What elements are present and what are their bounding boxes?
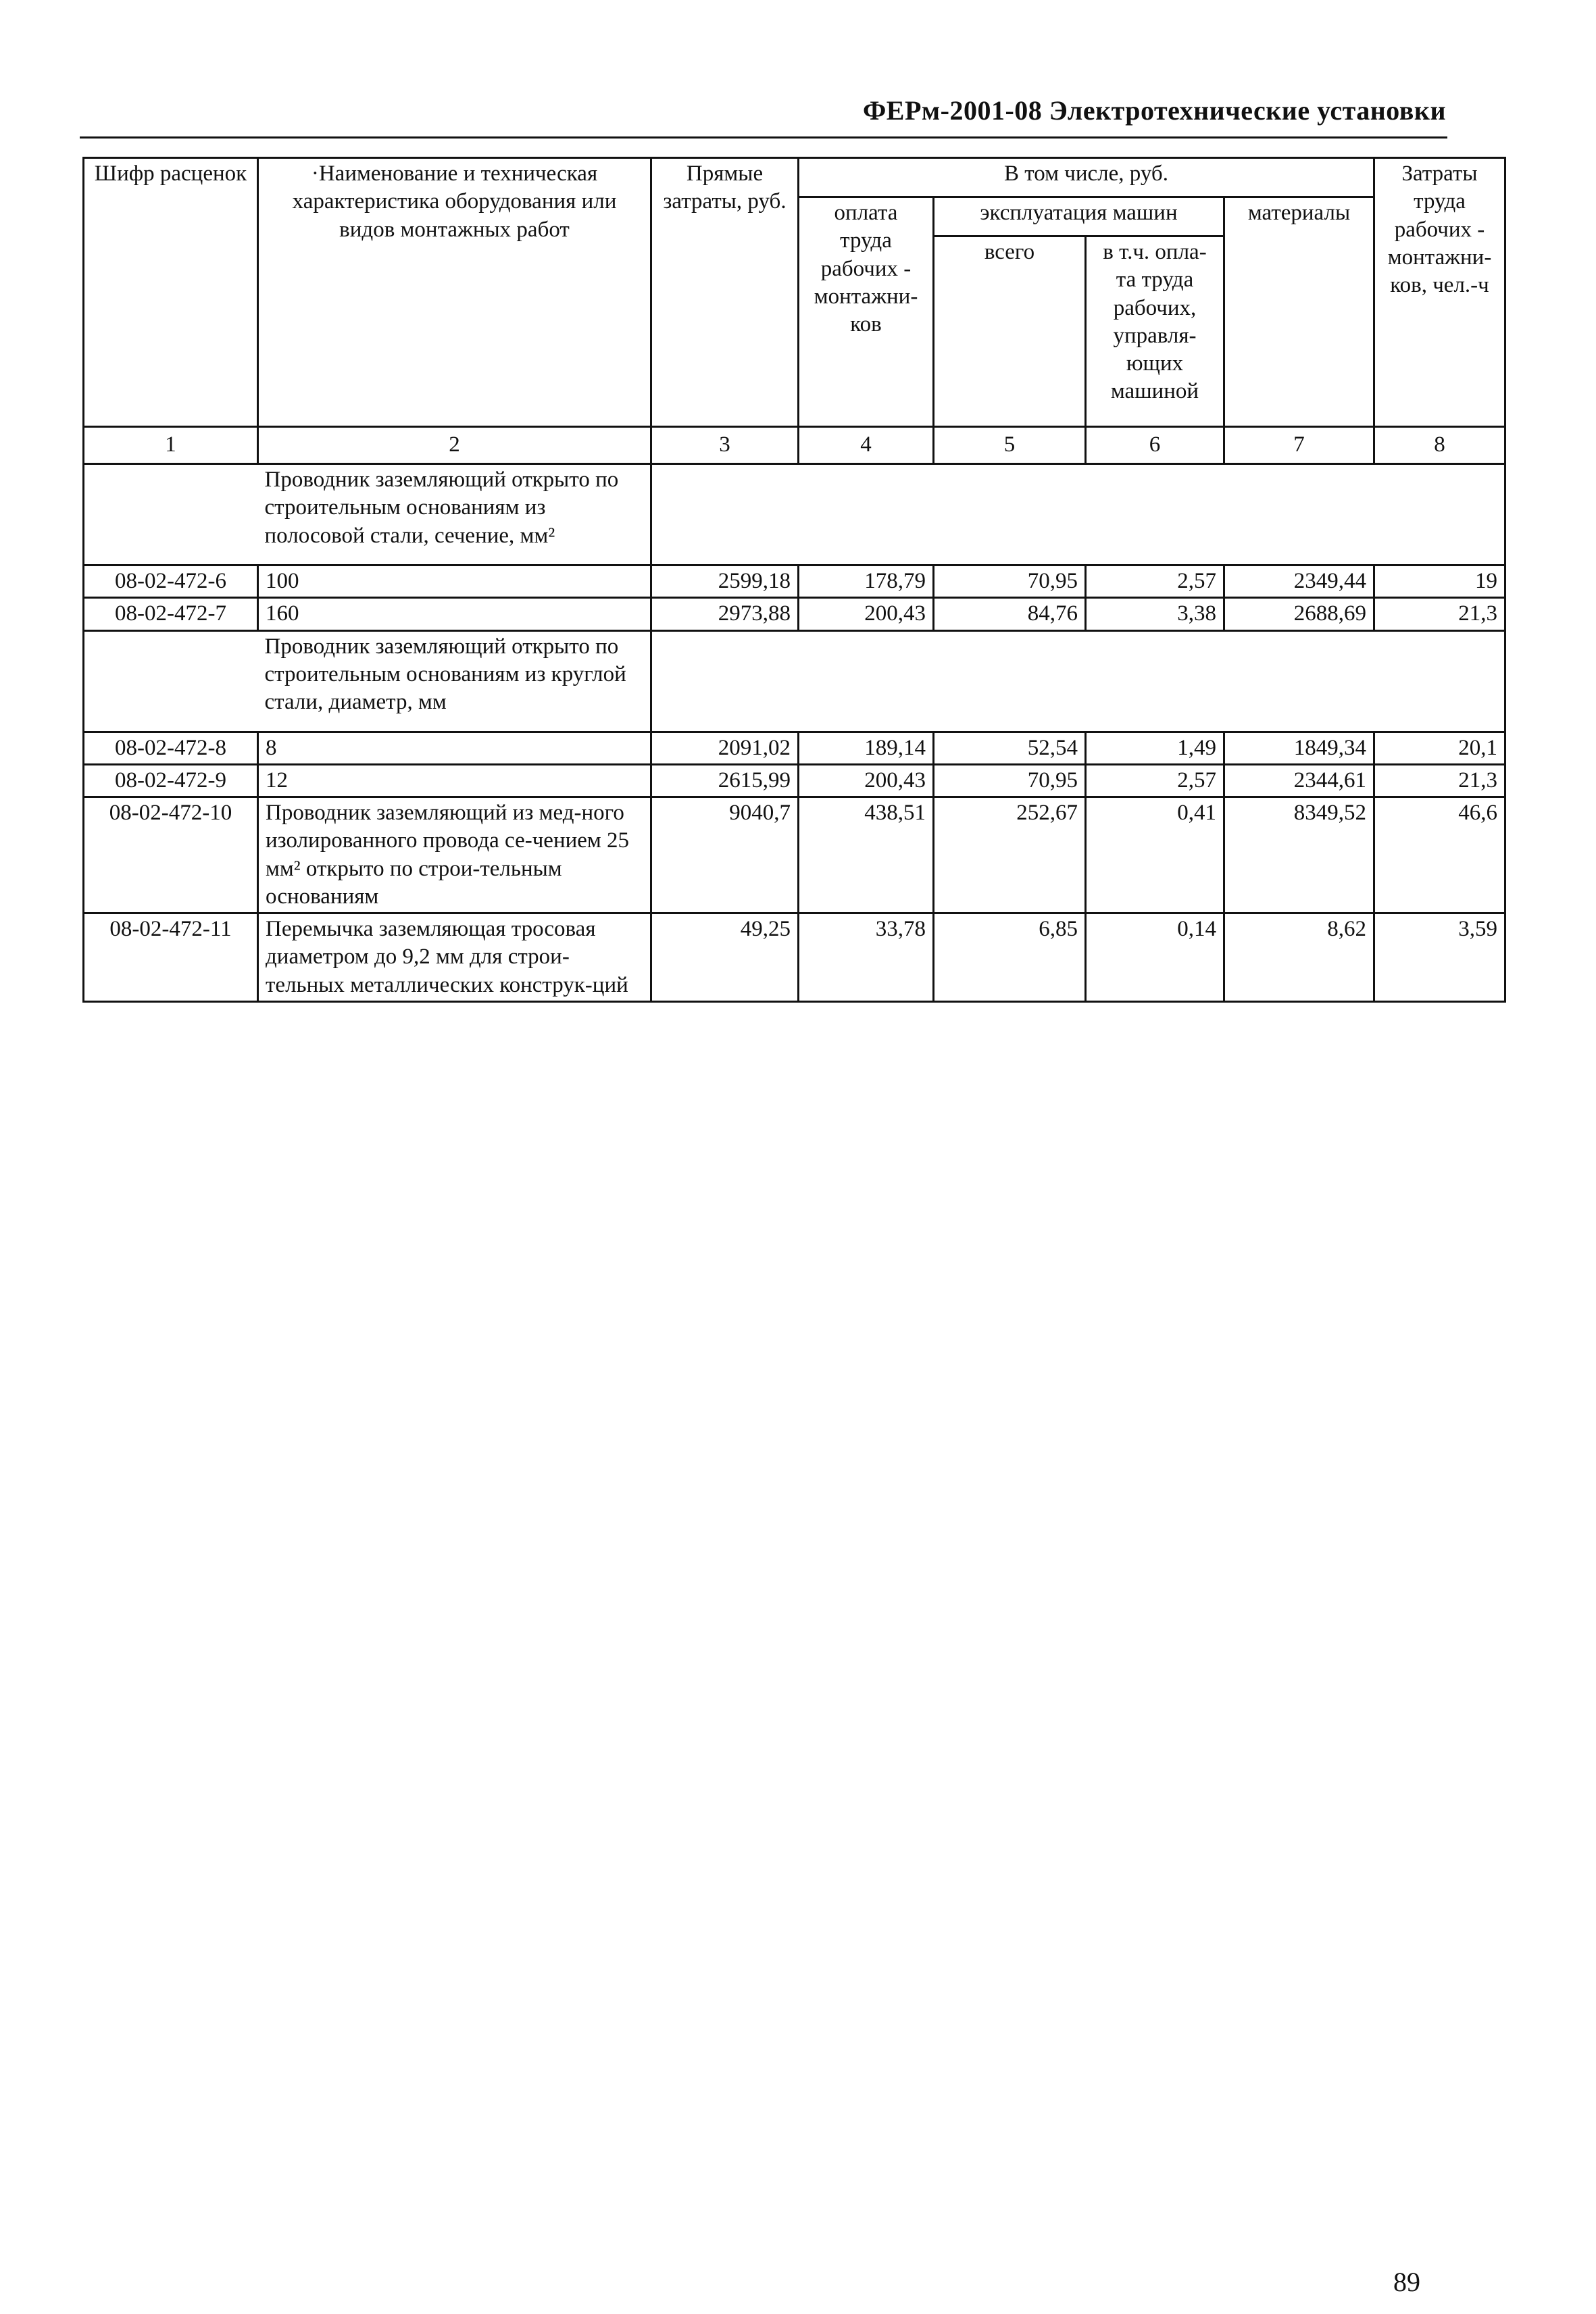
rate-name: Проводник заземляющий из мед-ного изолированного провода се-чением 25 мм² открыто по строи-тельным основаниям <box>258 797 651 913</box>
labor-pay: 438,51 <box>799 797 934 913</box>
labor-pay: 200,43 <box>799 598 934 630</box>
machines-total: 70,95 <box>934 764 1086 797</box>
header-machines-total: всего <box>934 236 1086 427</box>
rate-code: 08-02-472-11 <box>84 913 258 1002</box>
header-machines: эксплуатация машин <box>934 197 1224 236</box>
table-row <box>84 565 1505 598</box>
table-row <box>84 764 1505 797</box>
machines-total: 252,67 <box>934 797 1086 913</box>
column-number: 2 <box>258 427 651 464</box>
machines-total: 70,95 <box>934 565 1086 598</box>
header-including: В том числе, руб. <box>799 158 1374 197</box>
labor-pay: 178,79 <box>799 565 934 598</box>
rate-name: 8 <box>258 732 651 764</box>
rate-code: 08-02-472-6 <box>84 565 258 598</box>
materials: 2349,44 <box>1224 565 1374 598</box>
header-labor-pay: оплата труда рабочих - монтажни-ков <box>799 197 934 427</box>
labor-hours: 46,6 <box>1374 797 1505 913</box>
column-number: 8 <box>1374 427 1505 464</box>
group-title-row <box>84 464 1505 565</box>
column-number: 6 <box>1086 427 1224 464</box>
page-number: 89 <box>1393 2267 1420 2297</box>
materials: 8349,52 <box>1224 797 1374 913</box>
materials: 1849,34 <box>1224 732 1374 764</box>
machines-total: 6,85 <box>934 913 1086 1002</box>
labor-pay: 189,14 <box>799 732 934 764</box>
table-row <box>84 913 1505 1002</box>
column-number: 4 <box>799 427 934 464</box>
labor-pay: 33,78 <box>799 913 934 1002</box>
column-number: 5 <box>934 427 1086 464</box>
materials: 8,62 <box>1224 913 1374 1002</box>
header-materials: материалы <box>1224 197 1374 427</box>
direct-costs: 9040,7 <box>651 797 799 913</box>
column-numbers-row <box>84 427 1505 464</box>
machines-labor: 1,49 <box>1086 732 1224 764</box>
machines-labor: 3,38 <box>1086 598 1224 630</box>
header-machines-labor: в т.ч. опла-та труда рабочих, управля-ющих машиной <box>1086 236 1224 427</box>
machines-total: 84,76 <box>934 598 1086 630</box>
header-rule <box>80 136 1447 139</box>
table-row <box>84 732 1505 764</box>
header-code: Шифр расценок <box>84 158 258 427</box>
column-number: 7 <box>1224 427 1374 464</box>
header-labor-hours: Затраты труда рабочих - монтажни-ков, чел.-ч <box>1374 158 1505 427</box>
page-header-title: ФЕРм-2001-08 Электротехнические установки <box>862 95 1446 126</box>
direct-costs: 2615,99 <box>651 764 799 797</box>
machines-labor: 2,57 <box>1086 764 1224 797</box>
direct-costs: 2973,88 <box>651 598 799 630</box>
group-title-strip-steel: Проводник заземляющий открыто по строительным основаниям из полосовой стали, сечение, мм² <box>258 464 651 565</box>
column-number: 1 <box>84 427 258 464</box>
machines-labor: 0,41 <box>1086 797 1224 913</box>
rates-table <box>82 157 1506 1003</box>
group-title-round-steel: Проводник заземляющий открыто по строительным основаниям из круглой стали, диаметр, мм <box>258 630 651 732</box>
rate-name: 160 <box>258 598 651 630</box>
machines-labor: 0,14 <box>1086 913 1224 1002</box>
table-row <box>84 598 1505 630</box>
column-number: 3 <box>651 427 799 464</box>
direct-costs: 49,25 <box>651 913 799 1002</box>
table-row <box>84 797 1505 913</box>
rate-code: 08-02-472-9 <box>84 764 258 797</box>
labor-hours: 21,3 <box>1374 598 1505 630</box>
rate-code: 08-02-472-10 <box>84 797 258 913</box>
direct-costs: 2599,18 <box>651 565 799 598</box>
materials: 2688,69 <box>1224 598 1374 630</box>
machines-labor: 2,57 <box>1086 565 1224 598</box>
materials: 2344,61 <box>1224 764 1374 797</box>
labor-hours: 21,3 <box>1374 764 1505 797</box>
labor-hours: 20,1 <box>1374 732 1505 764</box>
labor-hours: 19 <box>1374 565 1505 598</box>
header-name: ·Наименование и техническая характеристика оборудования или видов монтажных работ <box>258 158 651 427</box>
rate-name: Перемычка заземляющая тросовая диаметром до 9,2 мм для строи-тельных металлических конструк-ций <box>258 913 651 1002</box>
group-title-row <box>84 630 1505 732</box>
direct-costs: 2091,02 <box>651 732 799 764</box>
rate-code: 08-02-472-8 <box>84 732 258 764</box>
rate-name: 100 <box>258 565 651 598</box>
rate-code: 08-02-472-7 <box>84 598 258 630</box>
labor-pay: 200,43 <box>799 764 934 797</box>
rate-name: 12 <box>258 764 651 797</box>
machines-total: 52,54 <box>934 732 1086 764</box>
labor-hours: 3,59 <box>1374 913 1505 1002</box>
header-direct-costs: Прямые затраты, руб. <box>651 158 799 427</box>
